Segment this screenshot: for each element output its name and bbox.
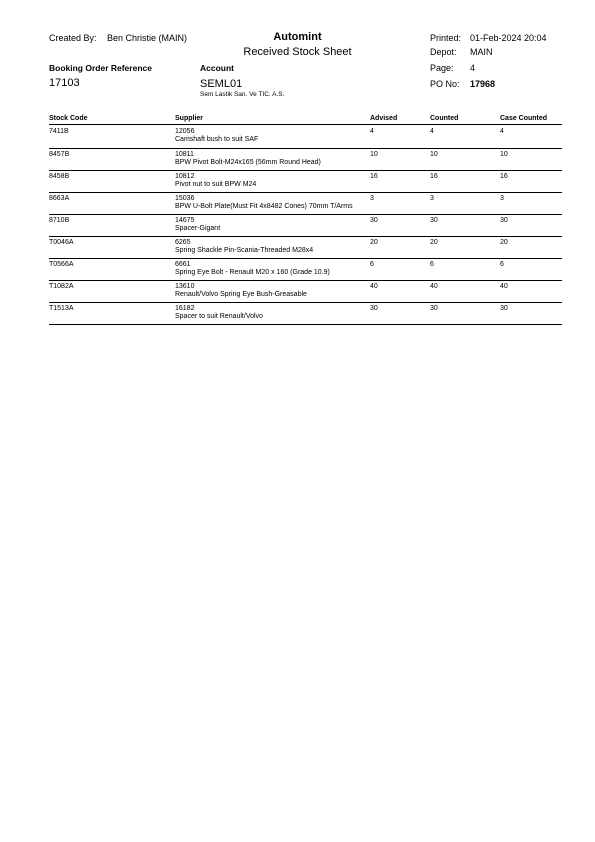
case-counted-cell: 30 [500,305,508,312]
row-divider [49,258,562,259]
case-counted-cell: 10 [500,151,508,158]
created-by-value: Ben Christie (MAIN) [107,33,188,43]
page-value: 4 [470,63,476,73]
counted-cell: 30 [430,217,438,224]
advised-cell: 30 [370,305,378,312]
stock-code-cell: 8458B [49,173,70,180]
supplier-cell: 13610 [175,283,195,290]
case-counted-cell: 6 [500,261,504,268]
stock-code-cell: T1513A [49,305,74,312]
description-cell: Spacer-Gigant [175,225,221,232]
counted-cell: 10 [430,151,438,158]
counted-cell: 20 [430,239,438,246]
col-stock-code: Stock Code [49,115,88,122]
stock-code-cell: T0566A [49,261,74,268]
description-cell: Pivot nut to suit BPW M24 [175,181,257,188]
row-divider [49,302,562,303]
stock-code-cell: 8710B [49,217,70,224]
description-cell: Camshaft bush to suit SAF [175,136,259,143]
col-counted: Counted [430,115,459,122]
supplier-cell: 15036 [175,195,195,202]
po-value: 17968 [470,79,496,89]
supplier-cell: 6661 [175,261,191,268]
stock-code-cell: 7411B [49,128,69,135]
table-row [0,128,595,150]
col-supplier: Supplier [175,115,204,122]
counted-cell: 4 [430,128,434,135]
row-divider [49,324,562,325]
row-divider [49,170,562,171]
stock-code-cell: 8663A [49,195,70,202]
created-by-label: Created By: [49,33,97,43]
counted-cell: 40 [430,283,438,290]
page-title: Received Stock Sheet [243,46,352,58]
company-name: Automint [273,31,322,43]
stock-code-cell: T0046A [49,239,74,246]
advised-cell: 20 [370,239,378,246]
supplier-cell: 14675 [175,217,195,224]
counted-cell: 3 [430,195,434,202]
row-divider [49,192,562,193]
supplier-cell: 10812 [175,173,195,180]
case-counted-cell: 20 [500,239,508,246]
description-cell: BPW Pivot Bolt-M24x165 (56mm Round Head) [175,159,321,166]
case-counted-cell: 3 [500,195,504,202]
description-cell: Renault/Volvo Spring Eye Bush-Greasable [175,291,307,298]
row-divider [49,280,562,281]
account-code: SEML01 [200,78,243,90]
counted-cell: 16 [430,173,438,180]
header-divider [49,124,562,125]
description-cell: Spacer to suit Renault/Volvo [175,313,263,320]
booking-ref-value: 17103 [49,77,80,89]
case-counted-cell: 16 [500,173,508,180]
stock-code-cell: 8457B [49,151,70,158]
counted-cell: 6 [430,261,434,268]
advised-cell: 30 [370,217,378,224]
advised-cell: 4 [370,128,374,135]
depot-value: MAIN [470,47,493,57]
row-divider [49,214,562,215]
counted-cell: 30 [430,305,438,312]
advised-cell: 10 [370,151,378,158]
advised-cell: 40 [370,283,378,290]
case-counted-cell: 4 [500,128,504,135]
advised-cell: 6 [370,261,374,268]
account-name: Sem Lastik San. Ve TIC. A.S. [200,91,285,98]
account-label: Account [200,63,234,73]
depot-label: Depot: [430,47,457,57]
supplier-cell: 10811 [175,151,194,158]
booking-ref-label: Booking Order Reference [49,63,152,73]
case-counted-cell: 40 [500,283,508,290]
supplier-cell: 16182 [175,305,195,312]
row-divider [49,236,562,237]
description-cell: BPW U-Bolt Plate(Must Fit 4x8482 Cones) 70mm T/Arms [175,203,353,210]
advised-cell: 3 [370,195,374,202]
row-divider [49,148,562,149]
stock-code-cell: T1082A [49,283,74,290]
supplier-cell: 6265 [175,239,191,246]
description-cell: Spring Shackle Pin-Scania-Threaded M28x4 [175,247,314,254]
col-advised: Advised [370,115,398,122]
case-counted-cell: 30 [500,217,508,224]
printed-label: Printed: [430,33,462,43]
printed-value: 01-Feb-2024 20:04 [470,33,547,43]
description-cell: Spring Eye Bolt - Renault M20 x 160 (Grade 10.9) [175,269,330,276]
advised-cell: 16 [370,173,378,180]
col-case-counted: Case Counted [500,115,548,122]
supplier-cell: 12056 [175,128,195,135]
po-label: PO No: [430,79,460,89]
page-label: Page: [430,63,454,73]
